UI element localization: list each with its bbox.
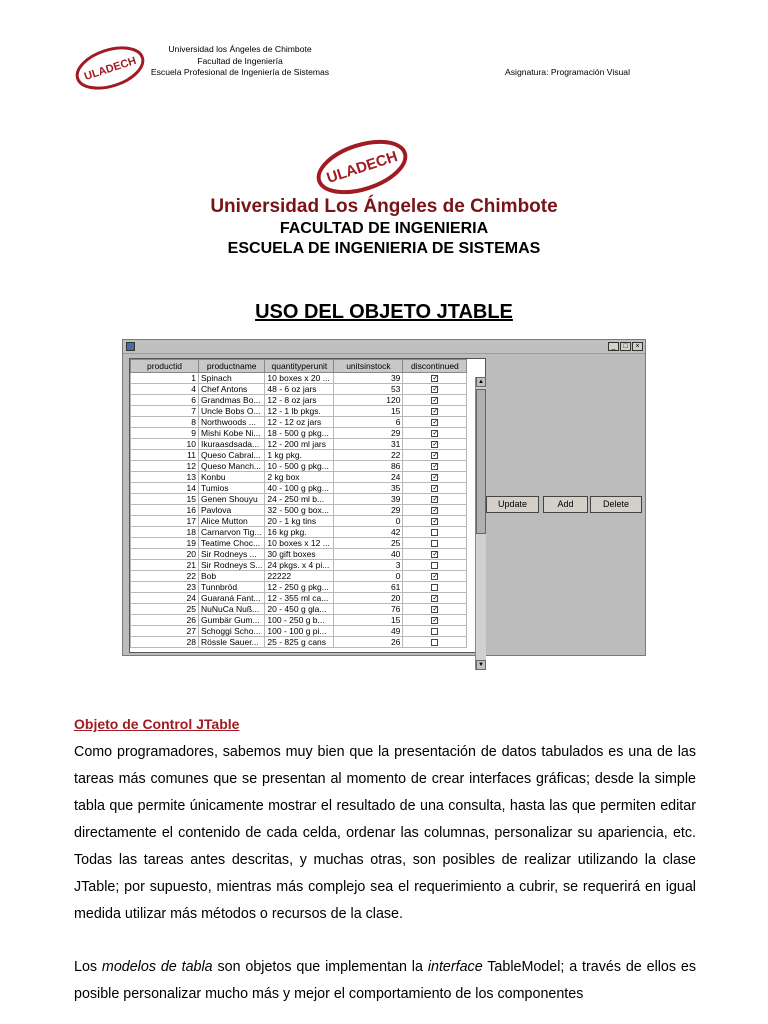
scroll-down-arrow-icon[interactable]: ▼ [476,660,486,670]
table-row[interactable] [131,439,467,450]
table-cell-quantityperunit[interactable]: 1 kg pkg. [265,450,334,461]
add-button[interactable]: Add [543,496,588,513]
checked-checkbox-icon[interactable]: ✓ [432,419,439,427]
table-cell-unitsinstock[interactable]: 39 [334,373,403,384]
table-row[interactable] [131,472,467,483]
table-cell-discontinued[interactable] [403,428,467,439]
table-cell-productid[interactable]: 25 [131,604,199,615]
header-subject: Asignatura: Programación Visual [505,67,630,77]
table-cell-unitsinstock[interactable]: 6 [334,417,403,428]
unchecked-checkbox-icon[interactable] [431,529,438,536]
checked-checkbox-icon[interactable]: ✓ [432,595,439,603]
para2-text-2: son objetos que implementan la [212,959,428,975]
table-cell-quantityperunit[interactable]: 12 - 12 oz jars [265,417,334,428]
table-cell-discontinued[interactable] [403,450,467,461]
checked-checkbox-icon[interactable]: ✓ [432,518,439,526]
table-cell-productid[interactable]: 13 [131,472,199,483]
table-row[interactable] [131,538,467,549]
table-cell-unitsinstock[interactable]: 61 [334,582,403,593]
checked-checkbox-icon[interactable]: ✓ [432,386,439,394]
table-cell-productid[interactable]: 6 [131,395,199,406]
table-cell-discontinued[interactable] [403,461,467,472]
table-cell-discontinued[interactable] [403,582,467,593]
table-cell-productid[interactable]: 27 [131,626,199,637]
checked-checkbox-icon[interactable]: ✓ [432,397,439,405]
table-row[interactable] [131,549,467,560]
table-cell-discontinued[interactable] [403,549,467,560]
table-cell-unitsinstock[interactable]: 3 [334,560,403,571]
table-cell-productid[interactable]: 7 [131,406,199,417]
checked-checkbox-icon[interactable]: ✓ [432,485,439,493]
table-cell-quantityperunit[interactable]: 12 - 250 g pkg... [265,582,334,593]
table-cell-discontinued[interactable] [403,604,467,615]
window-titlebar [123,340,645,354]
table-cell-productname[interactable]: Sir Rodneys S... [199,560,265,571]
table-cell-unitsinstock[interactable]: 35 [334,483,403,494]
para2-text-1: Los [74,959,102,975]
uladech-logo-large [314,138,410,196]
paragraph-2 [74,954,696,1008]
table-row[interactable] [131,395,467,406]
table-cell-unitsinstock[interactable]: 0 [334,571,403,582]
table-cell-discontinued[interactable] [403,494,467,505]
table-cell-productname[interactable]: Schoggi Scho... [199,626,265,637]
table-cell-quantityperunit[interactable]: 40 - 100 g pkg... [265,483,334,494]
table-cell-discontinued[interactable] [403,538,467,549]
table-cell-quantityperunit[interactable]: 100 - 250 g b... [265,615,334,626]
scroll-thumb[interactable] [476,389,486,534]
table-cell-quantityperunit[interactable]: 12 - 355 ml ca... [265,593,334,604]
table-cell-discontinued[interactable] [403,516,467,527]
table-row[interactable] [131,626,467,637]
table-cell-productname[interactable]: Grandmas Bo... [199,395,265,406]
table-cell-unitsinstock[interactable]: 120 [334,395,403,406]
checked-checkbox-icon[interactable]: ✓ [432,375,439,383]
table-cell-unitsinstock[interactable]: 22 [334,450,403,461]
minimize-button[interactable]: _ [608,342,619,351]
table-cell-productname[interactable]: Alice Mutton [199,516,265,527]
university-title: Universidad Los Ángeles de Chimbote [210,196,558,217]
update-button[interactable]: Update [486,496,539,513]
table-cell-discontinued[interactable] [403,505,467,516]
table-row[interactable] [131,593,467,604]
para2-text-3: TableModel; a través de ellos es posible personalizar mucho más y mejor el comportamiento de los componentes [74,959,696,1002]
header-line-2: Facultad de Ingeniería [197,55,283,66]
unchecked-checkbox-icon[interactable] [431,584,438,591]
table-cell-unitsinstock[interactable]: 49 [334,626,403,637]
table-cell-quantityperunit[interactable]: 12 - 8 oz jars [265,395,334,406]
delete-button[interactable]: Delete [590,496,642,513]
para2-italic-2: interface [427,959,483,975]
table-cell-productname[interactable]: Gumbär Gum... [199,615,265,626]
table-cell-unitsinstock[interactable]: 76 [334,604,403,615]
table-row[interactable] [131,494,467,505]
table-cell-productname[interactable]: Konbu [199,472,265,483]
table-cell-discontinued[interactable] [403,384,467,395]
table-cell-productid[interactable]: 28 [131,637,199,648]
table-cell-productid[interactable]: 24 [131,593,199,604]
table-cell-discontinued[interactable] [403,626,467,637]
table-row[interactable] [131,516,467,527]
section-title: Objeto de Control JTable [74,716,240,732]
checked-checkbox-icon[interactable]: ✓ [432,441,439,449]
table-cell-discontinued[interactable] [403,417,467,428]
table-cell-productname[interactable]: Rössle Sauer... [199,637,265,648]
table-row[interactable] [131,604,467,615]
table-row[interactable] [131,373,467,384]
column-header-productid[interactable]: productid [131,360,199,373]
table-cell-unitsinstock[interactable]: 29 [334,505,403,516]
table-cell-productname[interactable]: Spinach [199,373,265,384]
table-cell-productid[interactable]: 16 [131,505,199,516]
paragraph-1: Como programadores, sabemos muy bien que la presentación de datos tabulados es una de las tareas más comunes que se presentan al momento de crear interfaces gráficas; desde la simple tabla que permite únicamente mostrar el resultado de una consulta, hasta las que permiten editar directamente el contenido de cada celda, ordenar las columnas, personalizar su apariencia, etc. Todas las tareas antes descritas, y muchas otras, son posibles de realizar utilizando la clase JTable; por supuesto, mientras más complejo sea el requerimiento a cubrir, se requerirá en igual medida utilizar más métodos o recursos de la clase. [74,744,696,922]
table-cell-productid[interactable]: 12 [131,461,199,472]
table-cell-productid[interactable]: 20 [131,549,199,560]
table-cell-unitsinstock[interactable]: 15 [334,615,403,626]
table-scrollbar[interactable] [475,377,486,670]
table-row[interactable] [131,571,467,582]
table-cell-productid[interactable]: 18 [131,527,199,538]
logo-text-small: ULADECH [82,54,138,83]
unchecked-checkbox-icon[interactable] [431,540,438,547]
column-header-discontinued[interactable]: discontinued [403,360,467,373]
table-cell-discontinued[interactable] [403,527,467,538]
table-cell-unitsinstock[interactable]: 15 [334,406,403,417]
table-cell-quantityperunit[interactable]: 100 - 100 g pi... [265,626,334,637]
table-cell-quantityperunit[interactable]: 20 - 1 kg tins [265,516,334,527]
table-cell-productid[interactable]: 21 [131,560,199,571]
table-cell-productid[interactable]: 17 [131,516,199,527]
product-table[interactable] [129,358,486,668]
table-row[interactable] [131,428,467,439]
table-cell-quantityperunit[interactable]: 2 kg box [265,472,334,483]
table-cell-unitsinstock[interactable]: 0 [334,516,403,527]
table-row[interactable] [131,450,467,461]
table-row[interactable] [131,637,467,648]
table-cell-quantityperunit[interactable]: 32 - 500 g box... [265,505,334,516]
table-cell-productname[interactable]: Guaraná Fant... [199,593,265,604]
table-row[interactable] [131,384,467,395]
table-cell-quantityperunit[interactable]: 18 - 500 g pkg... [265,428,334,439]
table-cell-productname[interactable]: Ikuraasdsada... [199,439,265,450]
table-cell-productname[interactable]: Queso Manch... [199,461,265,472]
table-row[interactable] [131,615,467,626]
table-cell-discontinued[interactable] [403,395,467,406]
table-cell-discontinued[interactable] [403,615,467,626]
table-cell-productname[interactable]: Tunnbröd [199,582,265,593]
table-cell-productid[interactable]: 9 [131,428,199,439]
window-app-icon [126,342,135,351]
table-row[interactable] [131,527,467,538]
table-cell-unitsinstock[interactable]: 25 [334,538,403,549]
table-cell-productname[interactable]: Bob [199,571,265,582]
unchecked-checkbox-icon[interactable] [431,562,438,569]
table-cell-productname[interactable]: Genen Shouyu [199,494,265,505]
checked-checkbox-icon[interactable]: ✓ [432,606,439,614]
table-cell-productname[interactable]: Queso Cabral... [199,450,265,461]
header-institution [140,44,340,79]
faculty-title: FACULTAD DE INGENIERIA [279,220,489,237]
table-cell-productname[interactable]: Mishi Kobe Ni... [199,428,265,439]
table-cell-discontinued[interactable] [403,571,467,582]
table-cell-productname[interactable]: Northwoods ... [199,417,265,428]
table-row[interactable] [131,483,467,494]
table-cell-discontinued[interactable] [403,483,467,494]
table-cell-quantityperunit[interactable]: 24 - 250 ml b... [265,494,334,505]
table-cell-quantityperunit[interactable]: 10 boxes x 12 ... [265,538,334,549]
checked-checkbox-icon[interactable]: ✓ [432,430,439,438]
table-cell-productid[interactable]: 11 [131,450,199,461]
table-cell-productname[interactable]: Chef Antons [199,384,265,395]
table-cell-productid[interactable]: 23 [131,582,199,593]
table-cell-discontinued[interactable] [403,637,467,648]
table-cell-discontinued[interactable] [403,439,467,450]
table-cell-productid[interactable]: 15 [131,494,199,505]
table-cell-productid[interactable]: 22 [131,571,199,582]
table-cell-quantityperunit[interactable]: 48 - 6 oz jars [265,384,334,395]
table-row[interactable] [131,560,467,571]
table-row[interactable] [131,406,467,417]
table-cell-quantityperunit[interactable]: 12 - 200 ml jars [265,439,334,450]
checked-checkbox-icon[interactable]: ✓ [432,463,439,471]
table-cell-productname[interactable]: Pavlova [199,505,265,516]
checked-checkbox-icon[interactable]: ✓ [432,617,439,625]
table-cell-unitsinstock[interactable]: 24 [334,472,403,483]
table-cell-productname[interactable]: Uncle Bobs O... [199,406,265,417]
checked-checkbox-icon[interactable]: ✓ [432,507,439,515]
table-cell-productname[interactable]: Teatime Choc... [199,538,265,549]
table-cell-quantityperunit[interactable]: 10 boxes x 20 ... [265,373,334,384]
checked-checkbox-icon[interactable]: ✓ [432,452,439,460]
document-title: USO DEL OBJETO JTABLE [255,301,513,323]
maximize-button[interactable]: □ [620,342,631,351]
table-cell-unitsinstock[interactable]: 39 [334,494,403,505]
table-cell-quantityperunit[interactable]: 22222 [265,571,334,582]
table-row[interactable] [131,505,467,516]
table-cell-productname[interactable]: NuNuCa Nuß... [199,604,265,615]
table-cell-unitsinstock[interactable]: 29 [334,428,403,439]
table-cell-productid[interactable]: 10 [131,439,199,450]
checked-checkbox-icon[interactable]: ✓ [432,573,439,581]
table-cell-productid[interactable]: 1 [131,373,199,384]
school-title: ESCUELA DE INGENIERIA DE SISTEMAS [227,240,541,257]
table-cell-quantityperunit[interactable]: 10 - 500 g pkg... [265,461,334,472]
para2-italic-1: modelos de tabla [101,959,213,975]
table-cell-quantityperunit[interactable]: 24 pkgs. x 4 pi... [265,560,334,571]
table-cell-quantityperunit[interactable]: 16 kg pkg. [265,527,334,538]
close-button[interactable]: × [632,342,643,351]
table-cell-discontinued[interactable] [403,593,467,604]
table-row[interactable] [131,461,467,472]
table-cell-quantityperunit[interactable]: 30 gift boxes [265,549,334,560]
table-cell-unitsinstock[interactable]: 40 [334,549,403,560]
table-cell-productid[interactable]: 19 [131,538,199,549]
table-cell-unitsinstock[interactable]: 42 [334,527,403,538]
table-cell-discontinued[interactable] [403,472,467,483]
table-row[interactable] [131,582,467,593]
table-cell-quantityperunit[interactable]: 25 - 825 g cans [265,637,334,648]
table-cell-discontinued[interactable] [403,373,467,384]
header-line-1: Universidad los Ángeles de Chimbote [168,44,312,54]
column-header-productname[interactable]: productname [199,360,265,373]
checked-checkbox-icon[interactable]: ✓ [432,496,439,504]
header-line-3: Escuela Profesional de Ingeniería de Sistemas [150,67,330,77]
checked-checkbox-icon[interactable]: ✓ [432,551,439,559]
unchecked-checkbox-icon[interactable] [431,639,438,646]
checked-checkbox-icon[interactable]: ✓ [432,408,439,416]
table-cell-quantityperunit[interactable]: 12 - 1 lb pkgs. [265,406,334,417]
column-header-quantityperunit[interactable]: quantityperunit [265,360,334,373]
table-cell-unitsinstock[interactable]: 86 [334,461,403,472]
logo-text-large: ULADECH [324,148,400,187]
scroll-up-arrow-icon[interactable]: ▲ [476,377,486,387]
uladech-logo-small [74,44,146,92]
table-row[interactable] [131,417,467,428]
table-cell-productname[interactable]: Tumios [199,483,265,494]
table-cell-productid[interactable]: 14 [131,483,199,494]
table-cell-productid[interactable]: 26 [131,615,199,626]
unchecked-checkbox-icon[interactable] [431,628,438,635]
checked-checkbox-icon[interactable]: ✓ [432,474,439,482]
table-cell-quantityperunit[interactable]: 20 - 450 g gla... [265,604,334,615]
table-cell-productid[interactable]: 8 [131,417,199,428]
table-cell-unitsinstock[interactable]: 31 [334,439,403,450]
jtable-window [122,339,646,668]
column-header-unitsinstock[interactable]: unitsinstock [334,360,403,373]
table-cell-discontinued[interactable] [403,406,467,417]
table-cell-productid[interactable]: 4 [131,384,199,395]
table-cell-productname[interactable]: Sir Rodneys ... [199,549,265,560]
table-cell-productname[interactable]: Carnarvon Tig... [199,527,265,538]
table-cell-unitsinstock[interactable]: 53 [334,384,403,395]
table-cell-unitsinstock[interactable]: 26 [334,637,403,648]
table-cell-discontinued[interactable] [403,560,467,571]
table-cell-unitsinstock[interactable]: 20 [334,593,403,604]
